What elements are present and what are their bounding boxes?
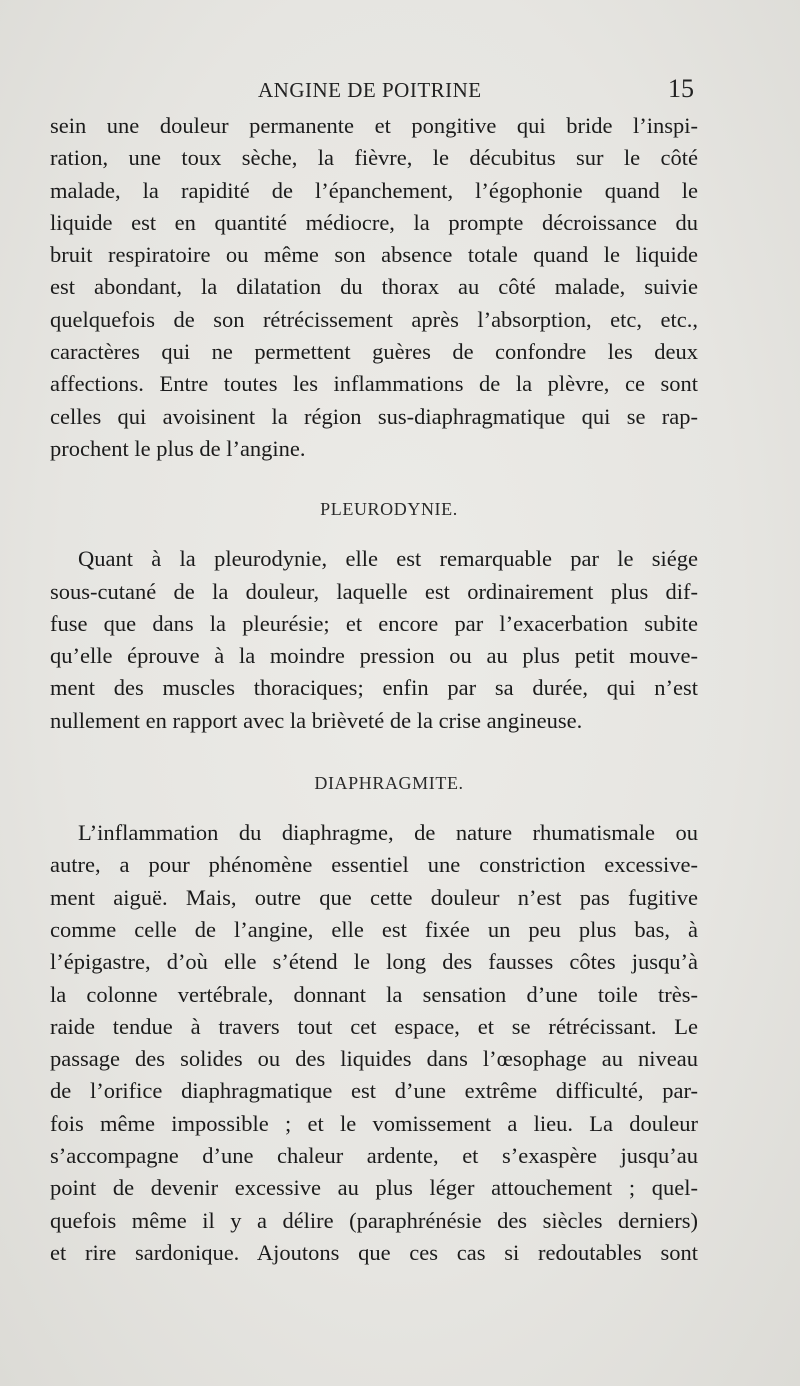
body-text bbox=[50, 110, 698, 1269]
text-line: point de devenir excessive au plus léger attouchement ; quel- bbox=[50, 1175, 698, 1201]
section-heading-diaphragmite: DIAPHRAGMITE. bbox=[314, 773, 464, 794]
text-line: ment aiguë. Mais, outre que cette douleur n’est pas fugitive bbox=[50, 884, 698, 910]
text-line: raide tendue à travers tout cet espace, et se rétrécissant. Le bbox=[50, 1013, 698, 1039]
text-line: quefois même il y a délire (paraphrénésie des siècles derniers) bbox=[50, 1207, 698, 1233]
section-heading-pleurodynie: PLEURODYNIE. bbox=[320, 499, 458, 520]
paragraph-diaphragmite bbox=[50, 817, 698, 1269]
text-line: affections. Entre toutes les inflammations de la plèvre, ce sont bbox=[50, 371, 698, 397]
text-line: caractères qui ne permettent guères de confondre les deux bbox=[50, 339, 698, 365]
text-line: nullement en rapport avec la brièveté de la crise angineuse. bbox=[50, 707, 583, 733]
text-line: passage des solides ou des liquides dans l’œsophage au niveau bbox=[50, 1046, 698, 1072]
text-line: ment des muscles thoraciques; enfin par sa durée, qui n’est bbox=[50, 675, 698, 701]
text-line: qu’elle éprouve à la moindre pression ou au plus petit mouve- bbox=[50, 643, 698, 669]
text-line: bruit respiratoire ou même son absence totale quand le liquide bbox=[50, 242, 698, 268]
text-line: s’accompagne d’une chaleur ardente, et s’exaspère jusqu’au bbox=[50, 1143, 698, 1169]
running-title: ANGINE DE POITRINE bbox=[258, 78, 482, 102]
text-line: et rire sardonique. Ajoutons que ces cas si redoutables sont bbox=[50, 1239, 698, 1265]
text-line: la colonne vertébrale, donnant la sensation d’une toile très- bbox=[50, 981, 698, 1007]
text-line: est abondant, la dilatation du thorax au côté malade, suivie bbox=[50, 274, 698, 300]
text-line: malade, la rapidité de l’épanchement, l’égophonie quand le bbox=[50, 177, 698, 203]
text-line: l’épigastre, d’où elle s’étend le long des fausses côtes jusqu’à bbox=[50, 949, 698, 975]
text-line: comme celle de l’angine, elle est fixée un peu plus bas, à bbox=[50, 916, 698, 942]
text-line: Quant à la pleurodynie, elle est remarquable par le siége bbox=[78, 546, 698, 572]
text-line: fois même impossible ; et le vomissement a lieu. La douleur bbox=[50, 1110, 698, 1136]
text-line: celles qui avoisinent la région sus-diaphragmatique qui se rap- bbox=[50, 403, 698, 429]
text-line: autre, a pour phénomène essentiel une constriction excessive- bbox=[50, 852, 698, 878]
text-line: de l’orifice diaphragmatique est d’une extrême difficulté, par- bbox=[50, 1078, 698, 1104]
text-line: sous-cutané de la douleur, laquelle est ordinairement plus dif- bbox=[50, 578, 698, 604]
text-line: liquide est en quantité médiocre, la prompte décroissance du bbox=[50, 209, 698, 235]
text-line: sein une douleur permanente et pongitive qui bride l’inspi- bbox=[50, 113, 698, 138]
text-line: fuse que dans la pleurésie; et encore par l’exacerbation subite bbox=[50, 610, 698, 636]
paragraph-angine-comparison bbox=[50, 110, 698, 465]
text-line: prochent le plus de l’angine. bbox=[50, 435, 306, 461]
text-line: ration, une toux sèche, la fièvre, le décubitus sur le côté bbox=[50, 145, 698, 171]
paragraph-pleurodynie bbox=[50, 543, 698, 737]
text-line: quelquefois de son rétrécissement après l’absorption, etc, etc., bbox=[50, 306, 698, 332]
text-line: L’inflammation du diaphragme, de nature rhumatismale ou bbox=[78, 820, 698, 846]
page-header bbox=[0, 74, 800, 108]
page-number: 15 bbox=[668, 74, 694, 103]
